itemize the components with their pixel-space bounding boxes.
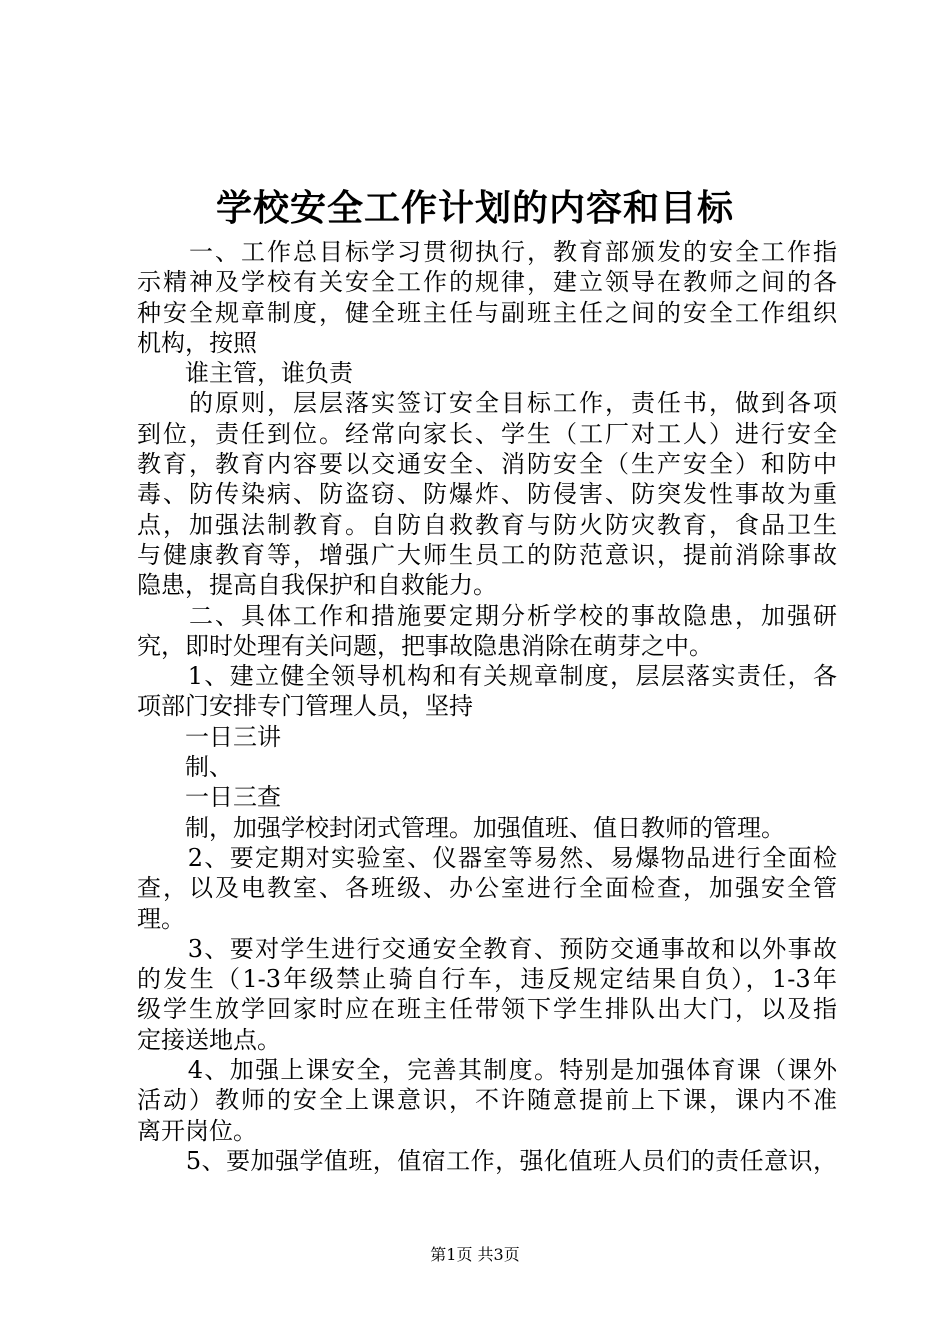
body-line: 制，加强学校封闭式管理。加强值班、值日教师的管理。: [137, 813, 785, 842]
body-line: 查，以及电教室、各班级、办公室进行全面检查，加强安全管: [137, 874, 837, 903]
body-line: 理。: [137, 904, 185, 933]
body-line: 活动）教师的安全上课意识，不许随意提前上下课，课内不准: [137, 1086, 837, 1115]
body-line: 3、要对学生进行交通安全教育、预防交通事故和以外事故: [137, 934, 837, 963]
body-line: 谁主管，谁负责: [137, 359, 353, 388]
body-line: 究，即时处理有关问题，把事故隐患消除在萌芽之中。: [137, 631, 713, 660]
body-line: 离开岗位。: [137, 1116, 257, 1145]
body-line: 与健康教育等，增强广大师生员工的防范意识，提前消除事故: [137, 540, 837, 569]
body-line: 二、具体工作和措施要定期分析学校的事故隐患，加强研: [137, 601, 837, 630]
page-footer: 第1页 共3页: [430, 1245, 520, 1264]
body-line: 的原则，层层落实签订安全目标工作，责任书，做到各项: [137, 389, 837, 418]
body-line: 一、工作总目标学习贯彻执行，教育部颁发的安全工作指: [137, 238, 837, 266]
page-title: 学校安全工作计划的内容和目标: [215, 187, 734, 229]
body-line: 一日三讲: [137, 722, 281, 751]
body-line: 1、建立健全领导机构和有关规章制度，层层落实责任，各: [137, 662, 837, 691]
body-line: 教育，教育内容要以交通安全、消防安全（生产安全）和防中: [137, 450, 837, 479]
body-line: 到位，责任到位。经常向家长、学生（工厂对工人）进行安全: [137, 419, 837, 448]
body-line: 点，加强法制教育。自防自救教育与防火防灾教育，食品卫生: [137, 510, 837, 539]
document-body: [137, 237, 837, 1176]
body-line: 5、要加强学值班，值宿工作，强化值班人员们的责任意识，: [137, 1146, 837, 1175]
body-line: 4、加强上课安全，完善其制度。特别是加强体育课（课外: [137, 1056, 837, 1085]
body-line: 示精神及学校有关安全工作的规律，建立领导在教师之间的各: [137, 268, 837, 297]
body-line: 隐患，提高自我保护和自救能力。: [137, 571, 497, 600]
body-line: 一日三查: [137, 783, 281, 812]
body-line: 2、要定期对实验室、仪器室等易然、易爆物品进行全面检: [137, 843, 837, 872]
body-line: 项部门安排专门管理人员，坚持: [137, 692, 473, 721]
body-line: 机构，按照: [137, 328, 257, 357]
body-line: 制、: [137, 753, 233, 782]
body-line: 毒、防传染病、防盗窃、防爆炸、防侵害、防突发性事故为重: [137, 480, 837, 509]
body-line: 级学生放学回家时应在班主任带领下学生排队出大门，以及指: [137, 995, 837, 1024]
body-line: 定接送地点。: [137, 1025, 281, 1054]
body-line: 种安全规章制度，健全班主任与副班主任之间的安全工作组织: [137, 298, 837, 327]
body-line: 的发生（1-3年级禁止骑自行车，违反规定结果自负），1-3年: [137, 965, 837, 994]
